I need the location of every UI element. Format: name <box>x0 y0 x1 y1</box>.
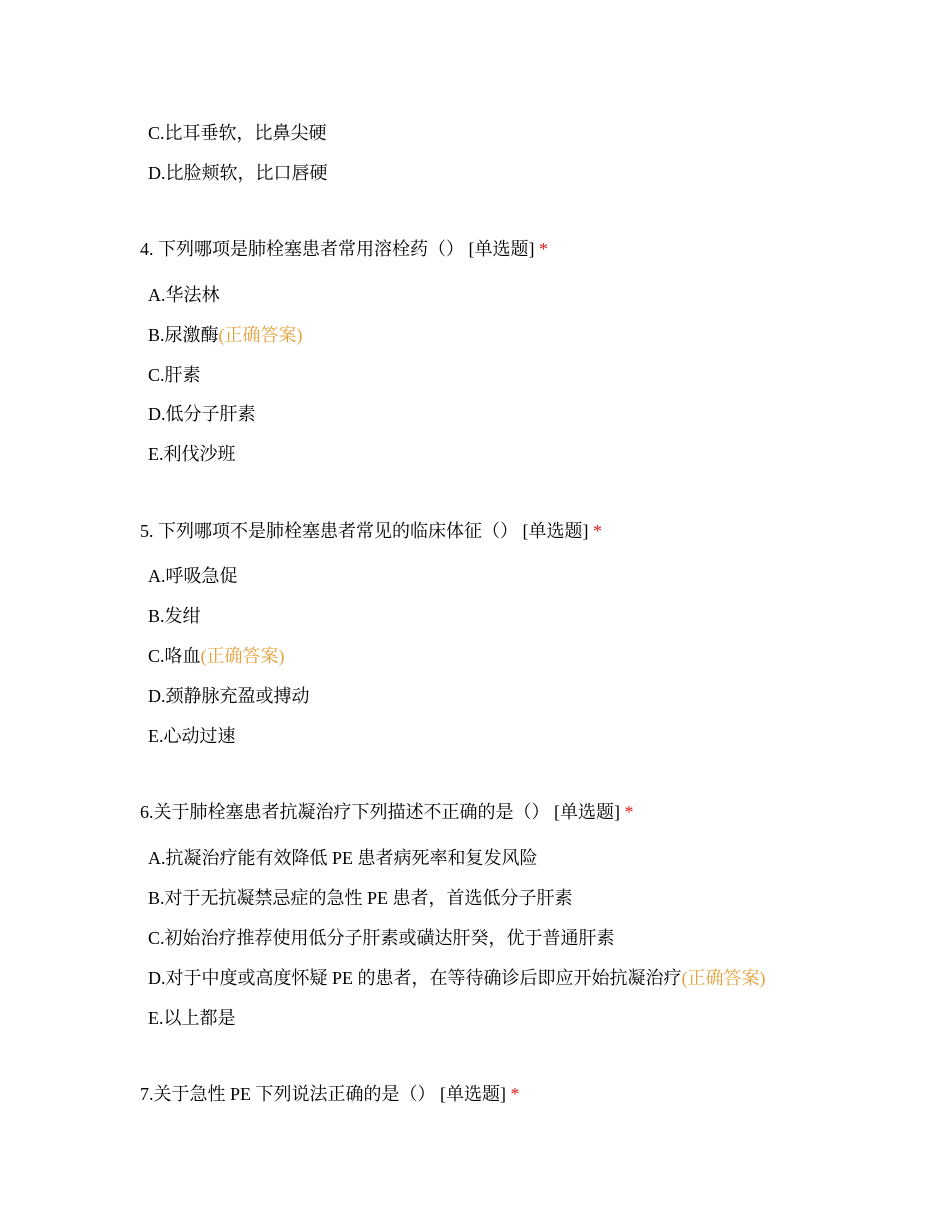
q4-option-c <box>148 363 201 387</box>
q5-option-c <box>148 644 285 668</box>
required-mark: * <box>510 1084 520 1104</box>
q3-option-d <box>148 161 328 185</box>
required-mark: * <box>624 802 634 822</box>
question-text: 4. 下列哪项是肺栓塞患者常用溶栓药（） <box>140 239 464 259</box>
q4-option-d <box>148 402 256 426</box>
option-text: A.呼吸急促 <box>148 566 238 586</box>
option-text: E.心动过速 <box>148 726 236 746</box>
q4-title <box>140 237 548 261</box>
q4-option-e <box>148 442 236 466</box>
q4-option-b <box>148 323 303 347</box>
q6-option-e <box>148 1006 236 1030</box>
option-text: E.以上都是 <box>148 1008 236 1028</box>
correct-answer-label: (正确答案) <box>200 646 285 666</box>
option-text: D.颈静脉充盈或搏动 <box>148 686 310 706</box>
correct-answer-label: (正确答案) <box>681 968 766 988</box>
question-text: 7.关于急性 PE 下列说法正确的是（） <box>140 1084 436 1104</box>
option-text: B.发绀 <box>148 606 201 626</box>
option-text: C.咯血 <box>148 646 201 666</box>
q5-option-b <box>148 604 201 628</box>
q4-option-a <box>148 283 220 307</box>
question-text: 5. 下列哪项不是肺栓塞患者常见的临床体征（） <box>140 521 518 541</box>
q7-title <box>140 1082 520 1106</box>
option-text: C.肝素 <box>148 365 201 385</box>
q6-option-b <box>148 886 573 910</box>
option-text: C.比耳垂软，比鼻尖硬 <box>148 123 327 143</box>
q6-option-a <box>148 846 538 870</box>
option-text: B.对于无抗凝禁忌症的急性 PE 患者，首选低分子肝素 <box>148 888 573 908</box>
q5-option-a <box>148 564 238 588</box>
option-text: B.尿激酶 <box>148 325 219 345</box>
option-text: E.利伐沙班 <box>148 444 236 464</box>
question-type: [单选题] <box>522 521 589 541</box>
q6-title <box>140 800 634 824</box>
option-text: D.对于中度或高度怀疑 PE 的患者，在等待确诊后即应开始抗凝治疗 <box>148 968 682 988</box>
option-text: C.初始治疗推荐使用低分子肝素或磺达肝癸，优于普通肝素 <box>148 928 615 948</box>
required-mark: * <box>539 239 548 259</box>
option-text: D.比脸颊软，比口唇硬 <box>148 163 328 183</box>
q6-option-c <box>148 926 615 950</box>
option-text: D.低分子肝素 <box>148 404 256 424</box>
q5-option-e <box>148 724 236 748</box>
option-text: A.华法林 <box>148 285 220 305</box>
option-text: A.抗凝治疗能有效降低 PE 患者病死率和复发风险 <box>148 848 538 868</box>
q5-option-d <box>148 684 310 708</box>
question-type: [单选题] <box>440 1084 507 1104</box>
q3-option-c <box>148 121 327 145</box>
correct-answer-label: (正确答案) <box>218 325 303 345</box>
question-type: [单选题] <box>468 239 535 259</box>
required-mark: * <box>593 521 602 541</box>
question-text: 6.关于肺栓塞患者抗凝治疗下列描述不正确的是（） <box>140 802 550 822</box>
q5-title <box>140 519 602 543</box>
question-type: [单选题] <box>554 802 620 822</box>
q6-option-d <box>148 966 766 990</box>
